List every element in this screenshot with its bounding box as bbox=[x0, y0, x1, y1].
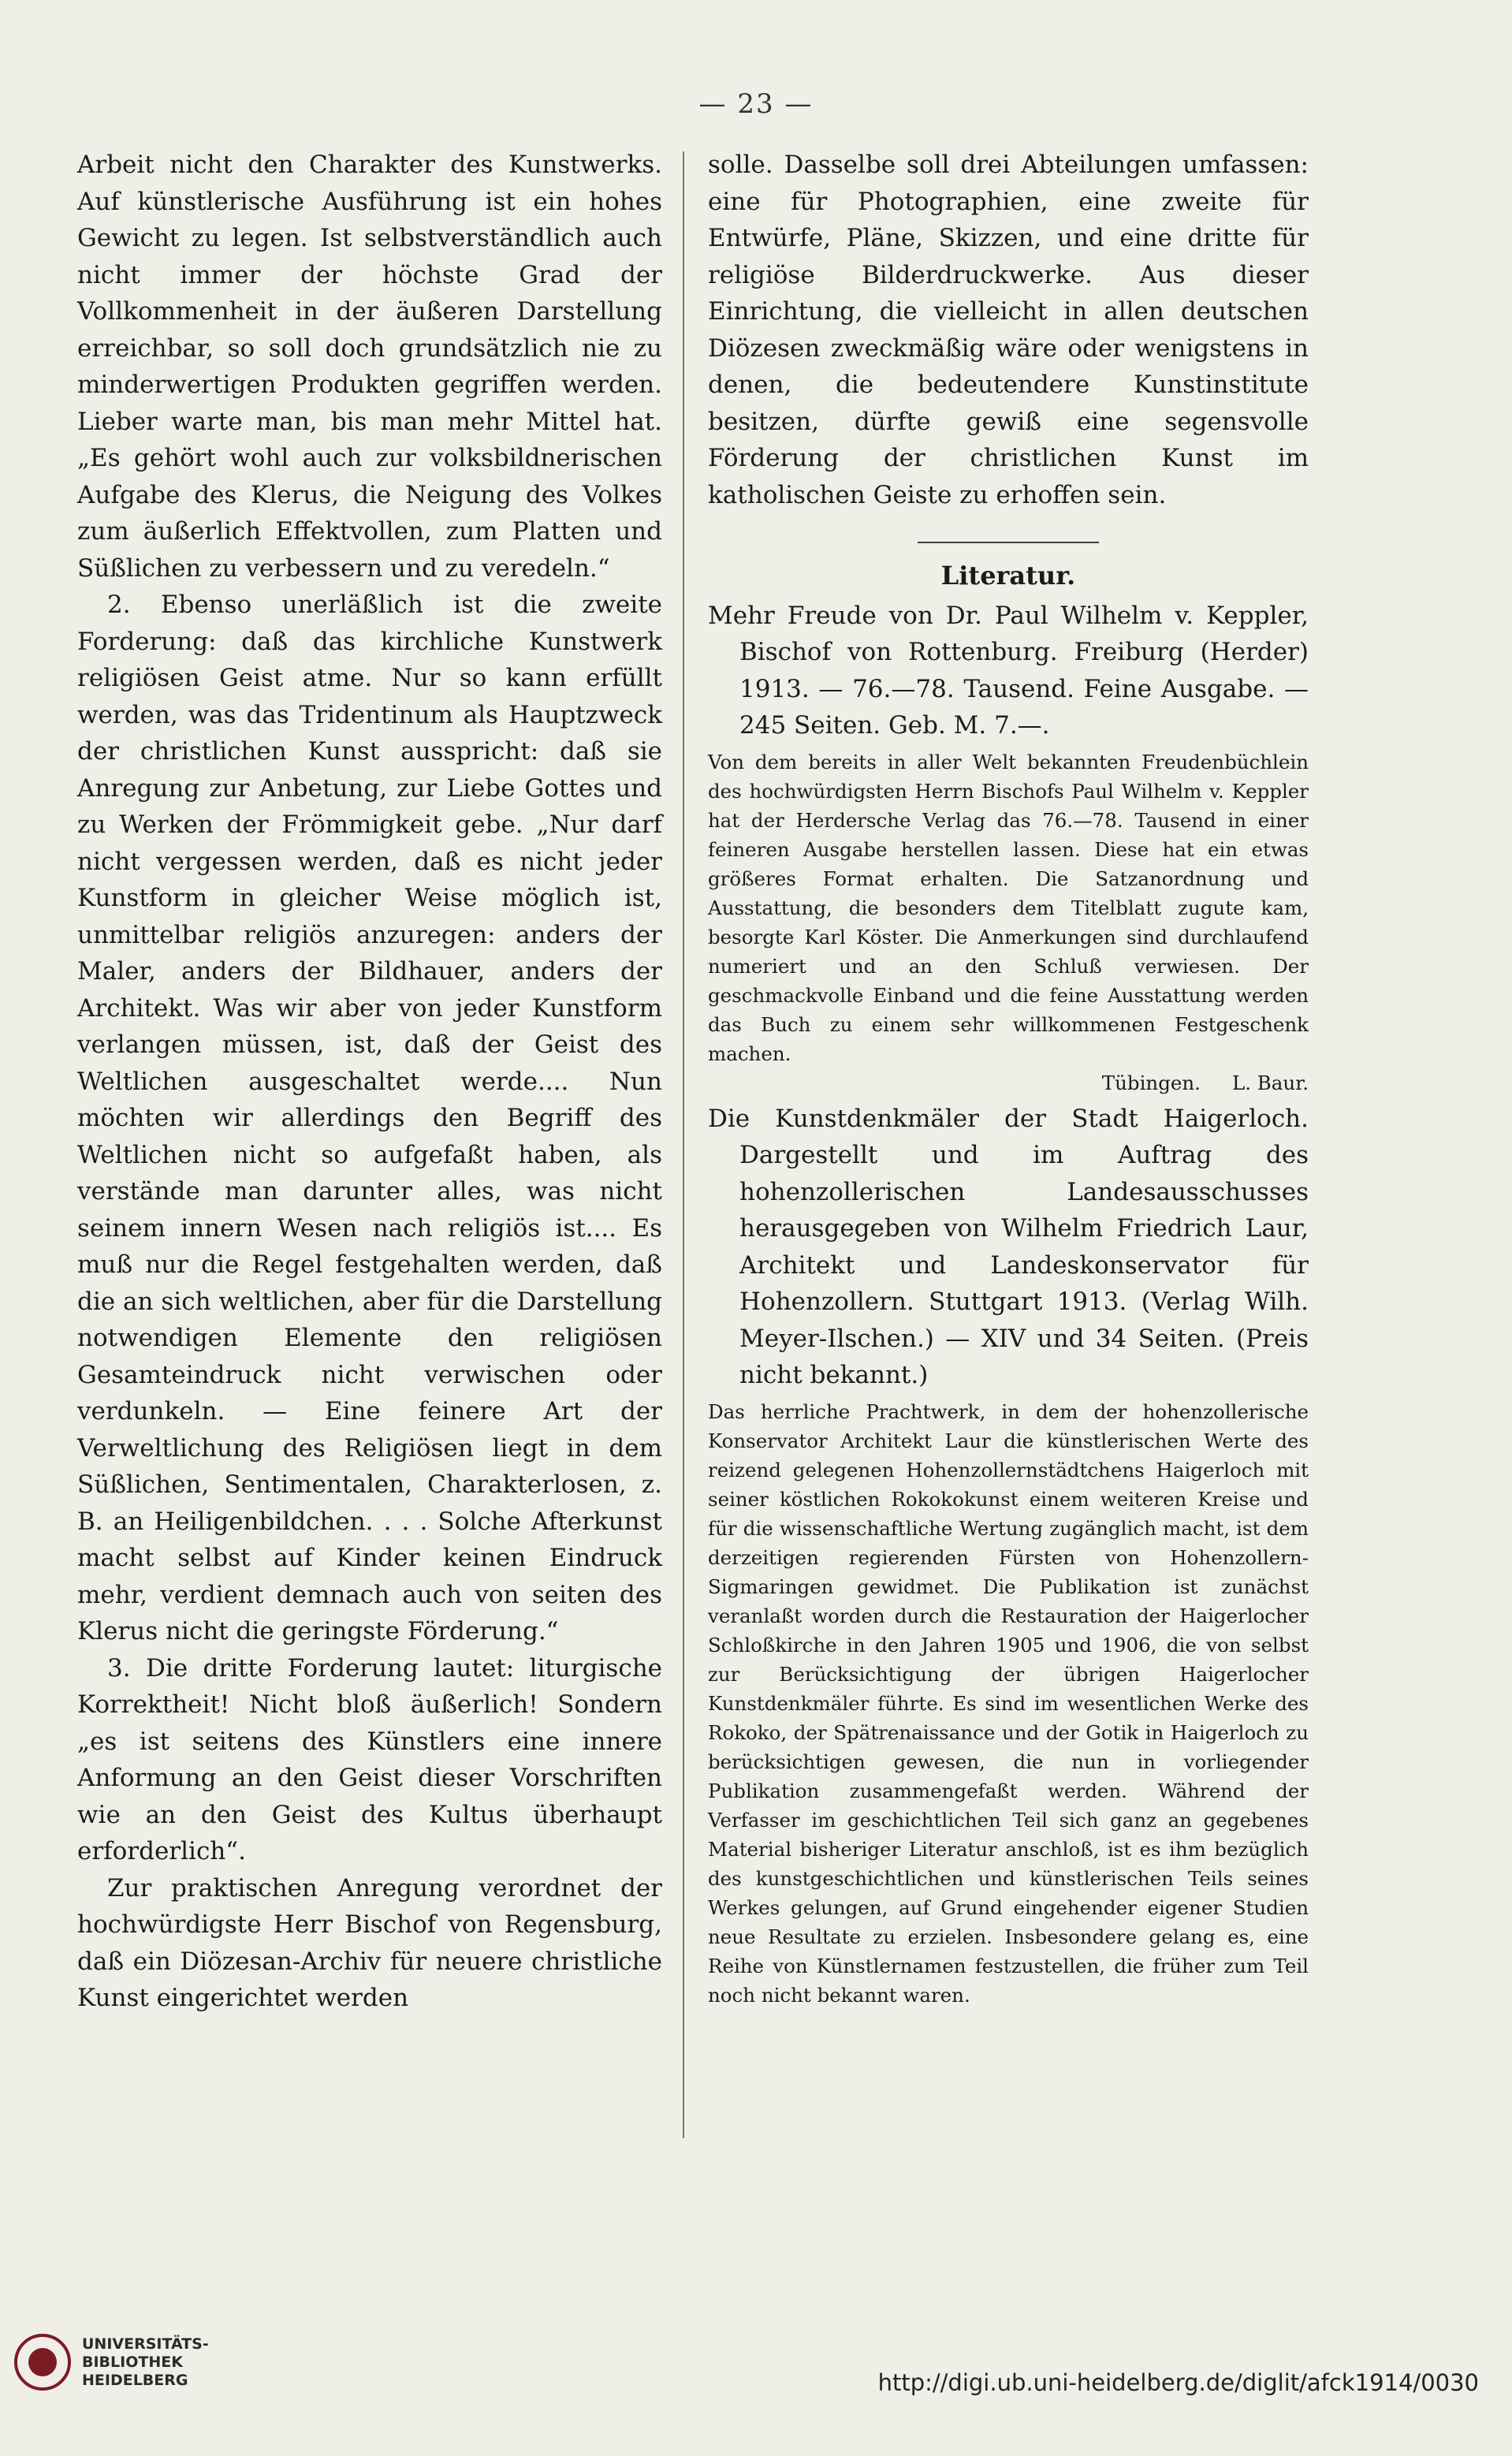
library-name: UNIVERSITÄTS- BIBLIOTHEK HEIDELBERG bbox=[82, 2335, 209, 2389]
review-signature bbox=[708, 1068, 1309, 1098]
signature-name: L. Baur. bbox=[1231, 1071, 1309, 1094]
paragraph: 3. Die dritte Forderung lautet: liturgische Korrektheit! Nicht bloß äußerlich! Sondern „es ist seitens des Künstlers eine innere Anformung an den Geist dieser Vorschriften wie an den Geist des Kultus überhaupt erforderlich“. bbox=[77, 1653, 662, 1865]
review-text: Das herrliche Prachtwerk, in dem der hohenzollerische Konservator Architekt Laur die künstlerischen Werte des reizend gelegenen Hohenzollernstädtchens Haigerloch mit seiner köstlichen Rokokokunst einem weiteren Kreise und für die wissenschaftliche Wertung zugänglich macht, ist dem derzeitigen regierenden Fürsten von Hohenzollern-Sigmaringen gewidmet. Die Publikation ist zunächst veranlaßt worden durch die Restauration der Haigerlocher Schloßkirche in den Jahren 1905 und 1906, die von selbst zur Berücksichtigung der übrigen Haigerlocher Kunstdenkmäler führte. Es sind im wesentlichen Werke des Rokoko, der Spätrenaissance und der Gotik in Haigerloch zu berücksichtigen gewesen, die nun in vorliegender Publikation zusammengefaßt werden. Während der Verfasser im geschichtlichen Teil sich ganz an gegebenes Material bisheriger Literatur anschloß, ist es ihm bezüglich des kunstgeschichtlichen und künstlerischen Teils seines Werkes gelungen, auf Grund eingehender eigener Studien neue Resultate zu erzielen. Insbesondere gelang es, eine Reihe von Künstlernamen festzustellen, die früher zum Teil noch nicht bekannt waren. bbox=[708, 1399, 1309, 2007]
bibliography-entry: Die Kunstdenkmäler der Stadt Haigerloch. Dargestellt und im Auftrag des hohenzollerischen Landesausschusses herausgegeben von Wilhelm Friedrich Laur, Architekt und Landeskonservator für Hohenzollern. Stuttgart 1913. (Verlag Wilh. Meyer-Ilschen.) — XIV und 34 Seiten. (Preis nicht bekannt.) bbox=[708, 1104, 1309, 1389]
section-heading: Literatur. bbox=[940, 561, 1076, 591]
right-column bbox=[708, 147, 1309, 2010]
bibliography-entry: Mehr Freude von Dr. Paul Wilhelm v. Keppler, Bischof von Rottenburg. Freiburg (Herder) 1913. — 76.—78. Tausend. Feine Ausgabe. — 245 Seiten. Geb. M. 7.—. bbox=[708, 601, 1309, 740]
source-url[interactable]: http://digi.ub.uni-heidelberg.de/diglit/afck1914/0030 bbox=[877, 2369, 1479, 2396]
left-column bbox=[77, 147, 662, 2017]
paragraph: 2. Ebenso unerläßlich ist die zweite Forderung: daß das kirchliche Kunstwerk religiösen Geist atme. Nur so kann erfüllt werden, was das Tridentinum als Hauptzweck der christlichen Kunst ausspricht: daß sie Anregung zur Anbetung, zur Liebe Gottes und zu Werken der Frömmigkeit gebe. „Nur darf nicht vergessen werden, daß es nicht jeder Kunstform in gleicher Weise möglich ist, unmittelbar religiös anzuregen: anders der Maler, anders der Bildhauer, anders der Architekt. Was wir aber von jeder Kunstform verlangen müssen, ist, daß der Geist des Weltlichen ausgeschaltet werde.... Nun möchten wir allerdings den Begriff des Weltlichen nicht so aufgefaßt haben, als verstände man darunter alles, was nicht seinem innern Wesen nach religiös ist.... Es muß nur die Regel festgehalten werden, daß die an sich weltlichen, aber für die Darstellung notwendigen Elemente den religiösen Gesamteindruck nicht verwischen oder verdunkeln. — Eine feinere Art der Verweltlichung des Religiösen liegt in dem Süßlichen, Sentimentalen, Charakterlosen, z. B. an Heiligenbildchen. . . . Solche Afterkunst macht selbst auf Kinder keinen Eindruck mehr, verdient demnach auch von seiten des Klerus nicht die geringste Förderung.“ bbox=[77, 591, 662, 1645]
column-divider bbox=[683, 151, 684, 2138]
review-text: Von dem bereits in aller Welt bekannten Freudenbüchlein des hochwürdigsten Herrn Bischofs Paul Wilhelm v. Keppler hat der Herdersche Verlag das 76.—78. Tausend in einer feineren Ausgabe herstellen lassen. Diese hat ein etwas größeres Format erhalten. Die Satzanordnung und Ausstattung, die besonders dem Titelblatt zugute kam, besorgte Karl Köster. Die Anmerkungen sind durchlaufend numeriert und an den Schluß verwiesen. Der geschmackvolle Einband und die feine Ausstattung werden das Buch zu einem sehr willkommenen Festgeschenk machen. bbox=[708, 750, 1309, 1065]
paragraph: Arbeit nicht den Charakter des Kunstwerks. Auf künstlerische Ausführung ist ein hohes Gewicht zu legen. Ist selbstverständlich auch nicht immer der höchste Grad der Vollkommenheit in der äußeren Darstellung erreichbar, so soll doch grundsätzlich nie zu minderwertigen Produkten gegriffen werden. Lieber warte man, bis man mehr Mittel hat. „Es gehört wohl auch zur volksbildnerischen Aufgabe des Klerus, die Neigung des Volkes zum äußerlich Effektvollen, zum Platten und Süßlichen zu verbessern und zu veredeln.“ bbox=[77, 151, 662, 583]
paragraph: solle. Dasselbe soll drei Abteilungen umfassen: eine für Photographien, eine zweite für Entwürfe, Pläne, Skizzen, und eine dritte für religiöse Bilderdruckwerke. Aus dieser Einrichtung, die vielleicht in allen deutschen Diözesen zweckmäßig wäre oder wenigstens in denen, die bedeutendere Kunstinstitute besitzen, dürfte gewiß eine segensvolle Förderung der christlichen Kunst im katholischen Geiste zu erhoffen sein. bbox=[708, 151, 1309, 509]
page-number: — 23 — bbox=[698, 88, 814, 120]
library-seal-icon bbox=[14, 2334, 71, 2391]
library-logo bbox=[14, 2334, 209, 2391]
paragraph: Zur praktischen Anregung verordnet der hochwürdigste Herr Bischof von Regensburg, daß ein Diözesan-Archiv für neuere christliche Kunst eingerichtet werden bbox=[77, 1873, 662, 2012]
signature-place: Tübingen. bbox=[1101, 1071, 1201, 1094]
section-rule bbox=[918, 542, 1099, 543]
